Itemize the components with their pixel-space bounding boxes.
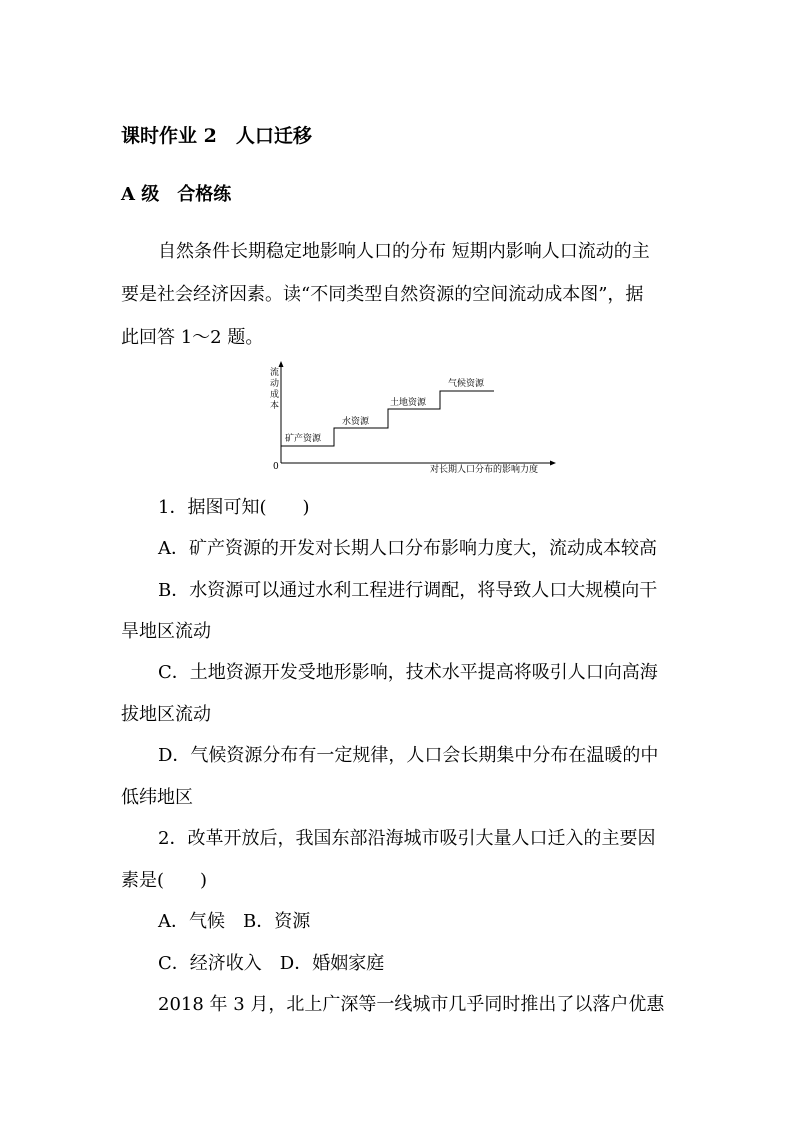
step-label-mineral: 矿产资源 xyxy=(285,434,322,444)
intro-line-1: 自然条件长期稳定地影响人口的分布 短期内影响人口流动的主 xyxy=(158,241,650,262)
step-label-water: 水资源 xyxy=(342,417,370,427)
question-1-option-d-line-1: D．气候资源分布有一定规律，人口会长期集中分布在温暖的中 xyxy=(158,745,659,766)
question-1-option-a: A．矿产资源的开发对长期人口分布影响力度大，流动成本较高 xyxy=(158,538,657,559)
ylabel-char-4: 本 xyxy=(270,401,280,411)
intro-line-2: 要是社会经济因素。读“不同类型自然资源的空间流动成本图”，据 xyxy=(121,284,644,305)
ylabel-char-3: 成 xyxy=(270,390,280,400)
question-2-options-cd: C．经济收入 D．婚姻家庭 xyxy=(158,953,385,974)
intro-line-3: 此回答 1～2 题。 xyxy=(121,327,264,348)
step-label-climate: 气候资源 xyxy=(448,379,485,389)
question-1-option-b-line-1: B．水资源可以通过水利工程进行调配，将导致人口大规模向干 xyxy=(158,580,658,601)
question-1-option-d-line-2: 低纬地区 xyxy=(121,787,193,808)
ylabel-char-1: 流 xyxy=(270,368,280,378)
question-1-stem: 1．据图可知( ) xyxy=(158,497,310,518)
y-axis-arrow xyxy=(279,361,284,367)
question-1-option-c-line-1: C．土地资源开发受地形影响，技术水平提高将吸引人口向高海 xyxy=(158,662,658,683)
question-2-options-ab: A．气候 B．资源 xyxy=(158,911,311,932)
resource-flow-cost-figure xyxy=(262,360,562,478)
page-title: 课时作业 2 人口迁移 xyxy=(121,125,312,147)
x-axis-label: 对长期人口分布的影响力度 xyxy=(430,465,539,475)
question-2-stem-line-1: 2．改革开放后，我国东部沿海城市吸引大量人口迁入的主要因 xyxy=(158,828,656,849)
level-heading: A 级 合格练 xyxy=(121,184,232,205)
x-axis-arrow xyxy=(550,461,556,466)
origin-label: 0 xyxy=(273,462,279,472)
question-1-option-c-line-2: 拔地区流动 xyxy=(121,704,211,725)
trailing-paragraph-line: 2018 年 3 月，北上广深等一线城市几乎同时推出了以落户优惠 xyxy=(158,994,665,1015)
ylabel-char-2: 动 xyxy=(270,379,280,389)
y-axis-label xyxy=(270,366,279,411)
question-1-option-b-line-2: 旱地区流动 xyxy=(121,621,211,642)
step-label-land: 土地资源 xyxy=(390,398,427,408)
question-2-stem-line-2: 素是( ) xyxy=(121,870,208,891)
